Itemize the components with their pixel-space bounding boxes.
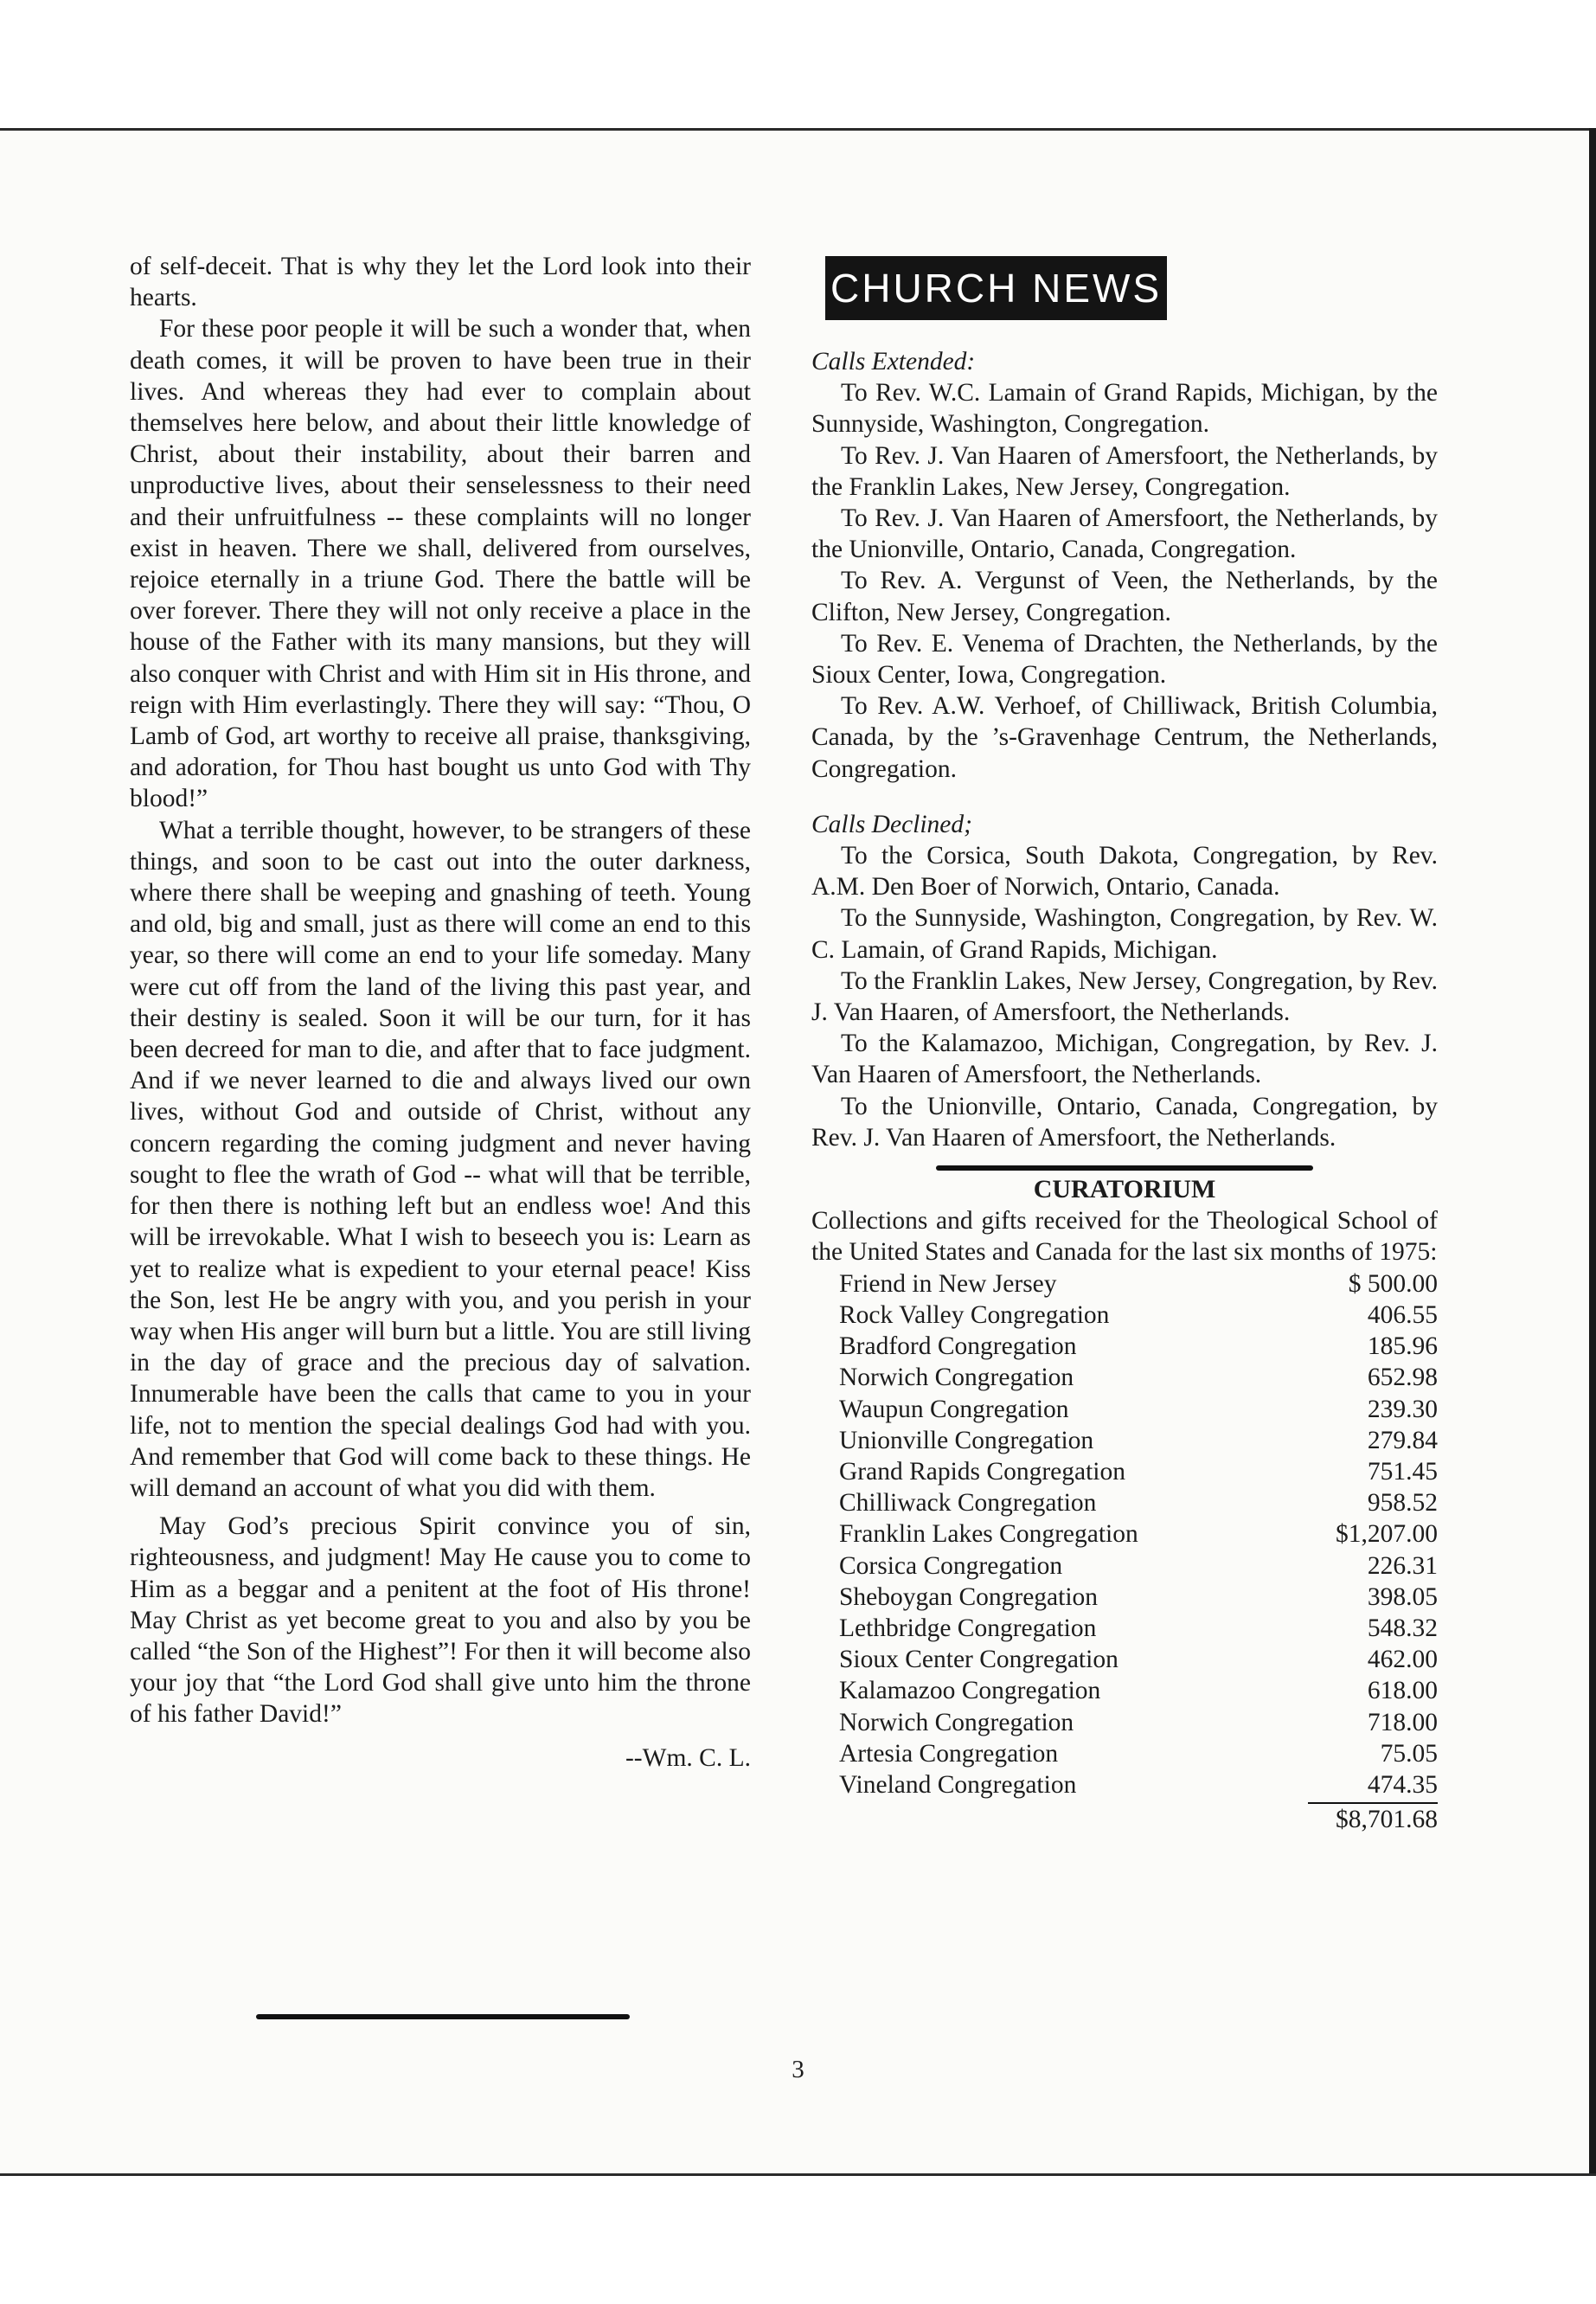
contributor-name: Friend in New Jersey [839,1269,1057,1298]
contributor-name: Kalamazoo Congregation [839,1677,1101,1705]
table-row [839,1675,1438,1706]
table-row [839,1644,1438,1675]
contribution-amount: 548.32 [1367,1614,1438,1642]
table-row [839,1550,1438,1582]
table-row [839,1707,1438,1738]
contributor-name: Sheboygan Congregation [839,1582,1099,1611]
divider-rule [256,2014,630,2019]
call-extended-item: To Rev. A.W. Verhoef, of Chilliwack, British Columbia, Canada, by the ’s-Gravenhage Centrum, the Netherlands, Congregation. [811,692,1438,783]
scan-border-top [0,0,1596,131]
table-row [839,1487,1438,1518]
call-declined-item: To the Unionville, Ontario, Canada, Congregation, by Rev. J. Van Haaren of Amersfoort, the Netherlands. [811,1092,1438,1152]
table-row [839,1613,1438,1644]
contribution-amount: 226.31 [1367,1551,1438,1580]
article-signature: --Wm. C. L. [625,1743,751,1772]
contributor-name: Grand Rapids Congregation [839,1457,1125,1486]
contributor-name: Artesia Congregation [839,1739,1059,1768]
article-paragraph: What a terrible thought, however, to be strangers of these things, and soon to be cast out into the outer darkness, where there shall be weeping and gnashing of teeth. Young and old, big and small, just as there will come an end to this year, so there will come an end to your life someday. Many were cut off from the land of the living this past year, and their destiny is sealed. Soon it will be our turn, for it has been decreed for man to die, and after that to face judgment. And if we never learned to die and always lived our own lives, without God and outside of Christ, without any concern regarding the coming judgment and never having sought to flee the wrath of God -- what will that be terrible, for then there is nothing left but an endless woe! And this will be irrevokable. What I wish to beseech you is: Learn as yet to realize what is expedient to your eternal peace! Kiss the Son, lest He be angry with you, and you perish in your way when His anger will burn but a little. You are still living in the day of grace and the precious day of salvation. Innumerable have been the calls that came to you in your life, not to mention the special dealings God had with you. And remember that God will come back to these things. He will demand an account of what you did with them. [130,816,751,1502]
contributor-name: Bradford Congregation [839,1332,1077,1361]
scan-border-bottom [0,2173,1596,2304]
contribution-amount: 398.05 [1367,1582,1438,1611]
curatorium-title: CURATORIUM [1033,1175,1216,1204]
contribution-amount: 279.84 [1367,1426,1438,1454]
contributor-name: Rock Valley Congregation [839,1300,1110,1329]
contribution-amount: 958.52 [1367,1489,1438,1518]
call-declined-item: To the Kalamazoo, Michigan, Congregation, by Rev. J. Van Haaren of Amersfoort, the Netherlands. [811,1030,1438,1089]
article-paragraph: For these poor people it will be such a wonder that, when death comes, it will be proven to have been true in their lives. And whereas they had ever to complain about themselves here below, and about their little knowledge of Christ, about their instability, about their barren and unproductive lives, about their senselessness to their need and their unfruitfulness -- these complaints will no longer exist in heaven. There we shall, delivered from ourselves, rejoice eternally in a triune God. There the battle will be over forever. There they will not only receive a place in the house of the Father with its many mansions, but they will also conquer with Christ and with Him sit in His throne, and reign with Him everlastingly. There they will say: “Thou, O Lamb of God, art worthy to receive all praise, thanksgiving, and adoration, for Thou hast bought us unto God with Thy blood!” [130,315,751,813]
article-paragraph: May God’s precious Spirit convince you of sin, righteousness, and judgment! May He cause you to come to Him as a beggar and a penitent at the foot of His throne! May Christ as yet become great to you and also by you be called “the Son of the Highest”! For then it will become also your joy that “the Lord God shall give unto him the throne of his father David!” [130,1512,751,1729]
call-extended-item: To Rev. J. Van Haaren of Amersfoort, the Netherlands, by the Unionville, Ontario, Canada, Congregation. [811,504,1438,564]
article-paragraph: of self-deceit. That is why they let the Lord look into their hearts. [130,253,751,312]
contribution-amount: 406.55 [1367,1300,1438,1329]
contribution-amount: 751.45 [1367,1457,1438,1486]
contributor-name: Vineland Congregation [839,1770,1077,1799]
news-column [811,256,1438,1835]
table-row [839,1425,1438,1456]
contribution-amount: 75.05 [1380,1739,1438,1768]
table-row [839,1362,1438,1393]
contribution-amount: 462.00 [1367,1646,1438,1674]
scan-border-right [1589,128,1596,2180]
contribution-amount: $1,207.00 [1336,1520,1438,1549]
contributor-name: Corsica Congregation [839,1551,1063,1580]
contribution-amount: 239.30 [1367,1395,1438,1423]
call-extended-item: To Rev. E. Venema of Drachten, the Netherlands, by the Sioux Center, Iowa, Congregation. [811,629,1438,690]
divider-rule [936,1165,1313,1171]
table-row [839,1769,1438,1800]
call-declined-item: To the Corsica, South Dakota, Congregation, by Rev. A.M. Den Boer of Norwich, Ontario, Canada. [811,842,1438,902]
contributor-name: Chilliwack Congregation [839,1489,1097,1518]
call-declined-item: To the Sunnyside, Washington, Congregation, by Rev. W. C. Lamain, of Grand Rapids, Michigan. [811,904,1438,964]
contribution-amount: 474.35 [1367,1770,1438,1799]
table-row [839,1738,1438,1769]
contributor-name: Norwich Congregation [839,1708,1074,1736]
contributions-table [839,1268,1438,1800]
table-row [839,1582,1438,1613]
contribution-amount: 652.98 [1367,1364,1438,1392]
table-row [839,1394,1438,1425]
table-row [839,1300,1438,1331]
curatorium-intro: Collections and gifts received for the Theological School of the United States and Canada for the last six months of 1975: [811,1207,1438,1267]
call-declined-item: To the Franklin Lakes, New Jersey, Congregation, by Rev. J. Van Haaren, of Amersfoort, the Netherlands. [811,966,1438,1027]
table-row [839,1518,1438,1550]
calls-extended-heading: Calls Extended: [811,348,976,375]
contributions-total: $8,701.68 [1308,1802,1438,1835]
contributor-name: Unionville Congregation [839,1426,1094,1454]
calls-declined-heading: Calls Declined; [811,810,972,838]
call-extended-item: To Rev. W.C. Lamain of Grand Rapids, Michigan, by the Sunnyside, Washington, Congregation. [811,379,1438,439]
church-news-banner: CHURCH NEWS [825,256,1167,320]
call-extended-item: To Rev. J. Van Haaren of Amersfoort, the Netherlands, by the Franklin Lakes, New Jersey, Congregation. [811,441,1438,501]
contribution-amount: 185.96 [1367,1332,1438,1361]
contribution-amount: 618.00 [1367,1677,1438,1705]
contributor-name: Norwich Congregation [839,1364,1074,1392]
contribution-amount: $ 500.00 [1348,1269,1438,1298]
table-row [839,1456,1438,1487]
contributor-name: Waupun Congregation [839,1395,1069,1423]
call-extended-item: To Rev. A. Vergunst of Veen, the Netherlands, by the Clifton, New Jersey, Congregation. [811,567,1438,626]
contributor-name: Sioux Center Congregation [839,1646,1118,1674]
contributor-name: Lethbridge Congregation [839,1614,1097,1642]
article-column [130,251,751,1774]
page-number: 3 [792,2056,804,2083]
contribution-amount: 718.00 [1367,1708,1438,1736]
table-row [839,1268,1438,1300]
contributor-name: Franklin Lakes Congregation [839,1520,1138,1549]
table-row [839,1331,1438,1362]
